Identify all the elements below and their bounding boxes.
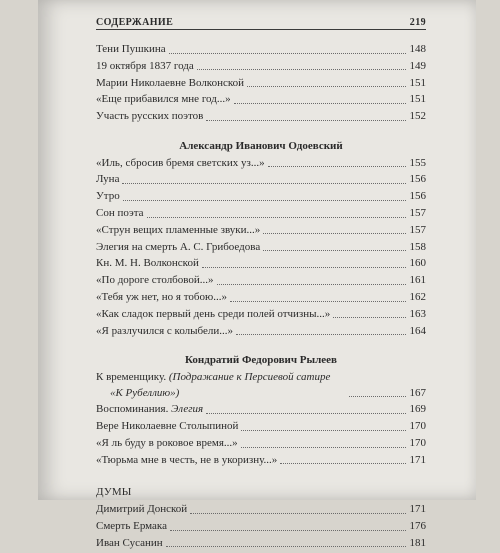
toc-entry: Димитрий Донской 171: [96, 503, 426, 516]
toc-entry: «Еще прибавился мне год...» 151: [96, 93, 426, 106]
toc-entry: Элегия на смерть А. С. Грибоедова 158: [96, 240, 426, 253]
toc-entry: «По дороге столбовой...» 161: [96, 274, 426, 287]
toc-group-3: [96, 370, 426, 468]
toc-entry: «Как сладок первый день среди полей отчизны...» 163: [96, 307, 426, 320]
toc-entry: Тени Пушкина 148: [96, 43, 426, 55]
toc-entry: «Струн вещих пламенные звуки...» 157: [96, 223, 426, 236]
toc-entry: «Тюрьма мне в честь, не в укоризну...» 171: [96, 453, 426, 466]
toc-entry: Сон поэта 157: [96, 207, 426, 220]
toc-entry: «Я разлучился с колыбели...» 164: [96, 324, 426, 337]
toc-group-1: [96, 42, 426, 125]
toc-entry: Кн. М. Н. Волконской 160: [96, 257, 426, 270]
toc-entry: К временщику. (Подражание к Персиевой сатире «К Рубеллию») 167: [96, 371, 426, 399]
header-title: СОДЕРЖАНИЕ: [96, 17, 174, 28]
toc-entry: «Тебя уж нет, но я тобою...» 162: [96, 291, 426, 304]
toc-entry: Марии Николаевне Волконской 151: [96, 76, 426, 89]
toc-entry: Иван Сусанин 181: [96, 536, 426, 549]
header-page-number: 219: [409, 17, 426, 28]
toc-entry: Воспоминания. Элегия 169: [96, 403, 426, 416]
toc-entry: «Я ль буду в роковое время...» 170: [96, 437, 426, 450]
toc-group-2: [96, 156, 426, 339]
toc-entry: Участь русских поэтов 152: [96, 110, 426, 123]
toc-entry: Луна 156: [96, 173, 426, 186]
toc-content: [96, 10, 426, 553]
toc-entry: Вере Николаевне Столыпиной 170: [96, 420, 426, 433]
toc-group-4: [96, 502, 426, 551]
toc-entry: 19 октября 1837 года 149: [96, 59, 426, 72]
section-heading-odoevsky: Александр Иванович Одоевский: [179, 139, 343, 152]
section-heading-ryleev: Кондратий Федорович Рылеев: [184, 354, 337, 367]
toc-entry: Утро 156: [96, 190, 426, 203]
section-heading-dumy: ДУМЫ: [96, 486, 132, 499]
toc-entry: Смерть Ермака 176: [96, 520, 426, 533]
book-page: [38, 0, 476, 549]
toc-entry: «Иль, сбросив бремя светских уз...» 155: [96, 156, 426, 169]
running-header: [96, 10, 426, 30]
